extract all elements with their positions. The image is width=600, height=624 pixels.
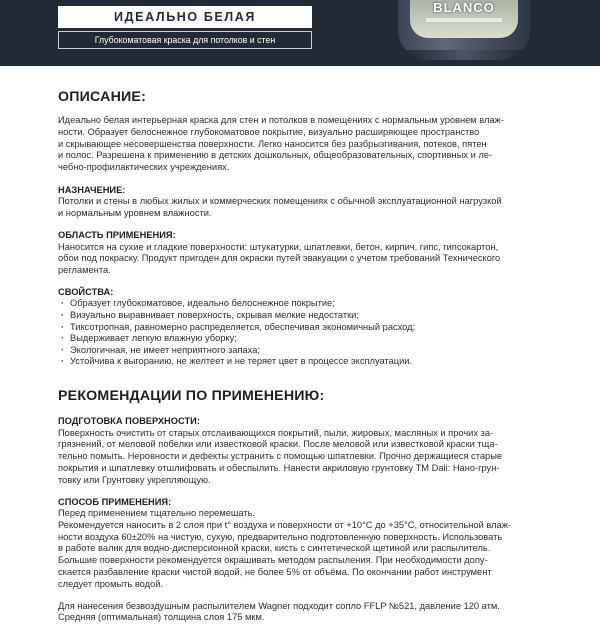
- application-line: следует промыть водой.: [58, 578, 164, 589]
- product-subtitle-box: [58, 31, 312, 49]
- scope-line: регламента.: [58, 265, 111, 276]
- surface-prep-line: тельно помыть. Неровности и дефекты устранить с помощью шпатлевки. Прочно держащиеся старые: [58, 451, 503, 462]
- surface-prep-heading: ПОДГОТОВКА ПОВЕРХНОСТИ:: [58, 416, 200, 427]
- description-line: и скрывающее несовершенства поверхности. Легко наносится без разбрызгивания, потеков, пятен: [58, 138, 487, 149]
- description-line: ности. Образует белоснежное глубокоматовое покрытие, визуально расширяющее пространство: [58, 126, 480, 137]
- properties-item: · Экологичная, не имеет неприятного запаха;: [58, 345, 546, 357]
- product-title: ИДЕАЛЬНО БЕЛАЯ: [114, 10, 256, 24]
- description-line: и полос. Разрешена к применению в детских дошкольных, общеобразовательных, спортивных и ле-: [58, 150, 493, 161]
- application-line: Рекомендуется наносить в 2 слоя при t° воздуха и поверхности от +10°С до +35°С, относительной влаж-: [58, 519, 512, 530]
- purpose-line: Потолки и стены в любых жилых и коммерческих помещениях с обычной эксплуатационной нагрузкой: [58, 196, 502, 207]
- application-line: скается разбавление краски чистой водой, не более 5% от объёма. По окончании работ инструмент: [58, 567, 492, 577]
- properties-item: · Выдерживает легкую влажную уборку;: [58, 333, 546, 345]
- description-line: Идеально белая интерьерная краска для стен и потолков в помещениях с нормальным уровнем влаж-: [58, 115, 504, 125]
- application-line: Перед применением тщательно перемешать.: [58, 508, 255, 519]
- product-subtitle: Глубокоматовая краска для потолков и стен: [94, 35, 276, 45]
- application-line: Большие поверхности рекомендуется окрашивать методом распыления. При необходимости допу-: [58, 555, 488, 566]
- header-banner: [0, 0, 600, 66]
- purpose-heading: НАЗНАЧЕНИЕ:: [58, 184, 126, 195]
- scope-heading: ОБЛАСТЬ ПРИМЕНЕНИЯ:: [58, 230, 176, 241]
- product-title-box: [58, 6, 312, 28]
- properties-list: [58, 298, 546, 368]
- surface-prep-line: Поверхность очистить от старых отслаивающихся покрытий, пыли, жировых, масляных и прочих за-: [58, 427, 494, 438]
- purpose-line: и нормальным уровнем влажности.: [58, 208, 212, 219]
- spray-note-line: Средняя (оптимальная) толщина слоя 175 мкм.: [58, 612, 265, 623]
- surface-prep-line: грязнений, от меловой побелки или известковой краски. После меловой или известковой краски тща-: [58, 439, 498, 450]
- properties-item: · Устойчива к выгоранию, не желтеет и не теряет цвет в процессе эксплуатации.: [58, 356, 546, 368]
- scope-line: обои под покраску. Продукт пригоден для окраски путей эвакуации с учетом требований Технического: [58, 253, 501, 264]
- application-line: ности воздуха 60±20% на чистую, сухую, предварительно подготовленную поверхность. Использовать: [58, 531, 503, 542]
- recommendations-heading: РЕКОМЕНДАЦИИ ПО ПРИМЕНЕНИЮ:: [58, 388, 325, 405]
- surface-prep-line: товку или Грунтовку укрепляющую.: [58, 474, 211, 485]
- spray-note-line: Для нанесения безвоздушным распылителем Wagner подходит сопло FFLP №521, давление 120 атм.: [58, 600, 500, 611]
- properties-heading: СВОЙСТВА:: [58, 286, 114, 297]
- scope-line: Наносится на сухие и гладкие поверхности: штукатурки, шпатлевки, бетон, кирпич, гипс, гипсокартон,: [58, 241, 499, 252]
- properties-item: · Образует глубокоматовое, идеально белоснежное покрытие;: [58, 298, 546, 310]
- properties-item: · Тиксотропная, равномерно распределяется, обеспечивая экономичный расход;: [58, 322, 546, 334]
- paint-can-image: [398, 0, 530, 60]
- application-heading: СПОСОБ ПРИМЕНЕНИЯ:: [58, 496, 172, 507]
- description-line: чебно-профилактических учреждениях.: [58, 162, 230, 173]
- paint-can-brand: BLANCO: [433, 0, 495, 15]
- application-line: в работе валик для водно-дисперсионной краски, кисть с синтетической щетиной или распылитель.: [58, 543, 491, 554]
- document-body: [58, 88, 546, 624]
- paint-can-rim: [398, 50, 530, 60]
- surface-prep-line: покрытия и шпатлевку отшлифовать и обеспылить. Нанести акриловую грунтовку ТМ Dali: Нано-грун-: [58, 462, 500, 473]
- paint-can-strip: [426, 18, 502, 22]
- description-heading: ОПИСАНИЕ:: [58, 89, 146, 105]
- description-text: [58, 115, 546, 174]
- properties-item: · Визуально выравнивает поверхность, скрывая мелкие недостатки;: [58, 310, 546, 322]
